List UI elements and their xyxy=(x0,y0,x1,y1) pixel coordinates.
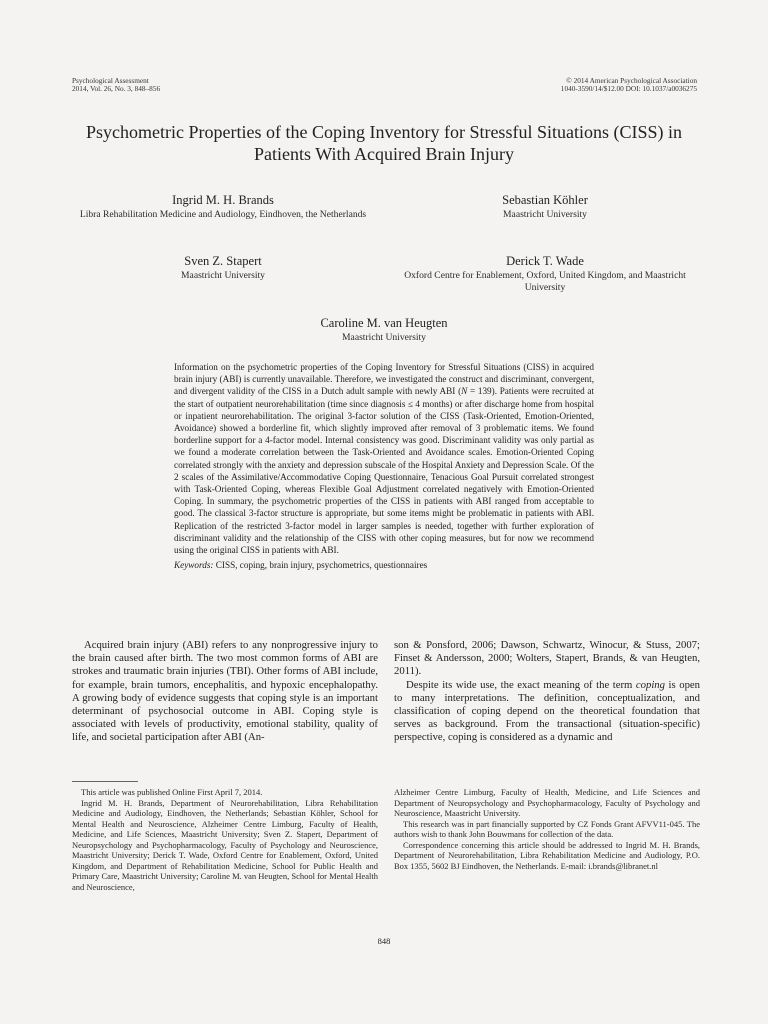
journal-name: Psychological Assessment xyxy=(72,76,149,85)
doi-line: 1040-3590/14/$12.00 DOI: 10.1037/a0036275 xyxy=(560,84,697,94)
author-name: Sven Z. Stapert xyxy=(184,254,262,268)
keywords-label: Keywords: xyxy=(174,560,214,570)
author-block xyxy=(394,254,696,293)
body-column-right xyxy=(394,639,700,745)
author-name: Caroline M. van Heugten xyxy=(320,316,448,330)
article-title: Psychometric Properties of the Coping Inventory for Stressful Situations (CISS) in Patients With Acquired Brain Injury xyxy=(86,122,682,164)
emphasis-text: coping xyxy=(635,678,665,691)
author-affiliation: Maastricht University xyxy=(342,332,426,343)
body-text: Despite its wide use, the exact meaning of the term xyxy=(406,678,636,691)
author-name: Derick T. Wade xyxy=(506,254,584,268)
copyright-info xyxy=(437,77,697,93)
author-block xyxy=(72,193,374,221)
footnote: Correspondence concerning this article should be addressed to Ingrid M. H. Brands, Department of Neurorehabilitation, Libra Rehabilitation Medicine and Audiology, P.O. Box 1355, 5602 BJ Eindhoven, the Netherlands. E-mail: i.brands@libranet.nl xyxy=(394,839,700,871)
author-affiliation: Libra Rehabilitation Medicine and Audiology, Eindhoven, the Netherlands xyxy=(79,209,367,220)
body-paragraph: son & Ponsford, 2006; Dawson, Schwartz, Winocur, & Stuss, 2007; Finset & Andersson, 2000; Wolters, Stapert, Brands, & van Heugten, 2011). xyxy=(394,639,700,678)
author-block xyxy=(72,254,374,282)
body-paragraph xyxy=(394,679,700,745)
sample-size-symbol: N xyxy=(461,386,468,397)
footnote-rule xyxy=(72,781,138,782)
author-affiliation: Oxford Centre for Enablement, Oxford, United Kingdom, and Maastricht University xyxy=(404,270,686,293)
journal-info xyxy=(72,77,272,93)
author-affiliation: Maastricht University xyxy=(181,270,265,281)
abstract xyxy=(174,361,594,556)
author-name: Ingrid M. H. Brands xyxy=(172,193,274,207)
body-text: is open to many interpretations. The definition, conceptualization, and classification of coping depend on the theoretical foundation that serves as background. From the transactional (situation-specific) perspective, coping is considered as a dynamic and xyxy=(394,678,701,744)
abstract-text: = 139). Patients were recruited at the start of outpatient neurorehabilitation (time since diagnosis ≤ 4 months) or after discharge home from hospital or inpatient neurorehabilitation. The original 3-factor solution of the CISS (Task-Oriented, Emotion-Oriented, Avoidance) showed a borderline fit, which slightly improved after removal of 3 problematic items. We found borderline support for a 4-factor model. Internal consistency was good. Discriminant validity was only partial as we found a moderate correlation between the Task-Oriented and Avoidance scales. Emotion-Oriented Coping correlated strongly with the anxiety and depression subscale of the Hospital Anxiety and Depression Scale. Of the 2 scales of the Assimilative/Accommodative Coping Questionnaire, Tenacious Goal Pursuit correlated strongest with Task-Oriented Coping, whereas Flexible Goal Adjustment correlated negatively with Emotion-Oriented Coping. In summary, the psychometric properties of the CISS in patients with ABI ranged from acceptable to good. The classical 3-factor structure is appropriate, but some items might be problematic in patients with ABI. Replication of the restricted 3-factor model in larger samples is needed, together with further exploration of discriminant validity and the relationship of the CISS with other coping measures, but for now we recommend using the original CISS in patients with ABI. xyxy=(174,386,594,556)
footnote-continued: Alzheimer Centre Limburg, Faculty of Health, Medicine, and Life Sciences and Department of Neuropsychology and Psychopharmacology, Faculty of Psychology and Neuroscience, Maastricht University. xyxy=(394,787,700,818)
body-paragraph: Acquired brain injury (ABI) refers to any nonprogressive injury to the brain caused after birth. The two most common forms of ABI are strokes and traumatic brain injuries (TBI). Other forms of ABI include, for example, brain tumors, encephalitis, and hypoxic encephalopathy. A growing body of evidence suggests that coping style is an important determinant of psychosocial outcome in ABI. Coping style is associated with levels of productivity, emotional stability, quality of life, and societal participation after ABI (An- xyxy=(72,639,378,744)
page-number: 848 xyxy=(377,936,391,946)
footnotes-left xyxy=(72,787,378,892)
author-name: Sebastian Köhler xyxy=(502,193,588,207)
abstract-text: Information on the psychometric properties of the Coping Inventory for Stressful Situations (CISS) in acquired brain injury (ABI) is currently unavailable. Therefore, we investigated the construct and discriminant, convergent, and divergent validity of the CISS in a Dutch adult sample with newly ABI ( xyxy=(174,362,594,397)
footnote: This article was published Online First April 7, 2014. xyxy=(81,787,263,797)
footnote: Ingrid M. H. Brands, Department of Neurorehabilitation, Libra Rehabilitation Medicine and Audiology, Eindhoven, the Netherlands; Sebastian Köhler, School for Mental Health and Neuroscience, Alzheimer Centre Limburg, Faculty of Health, Medicine, and Life Sciences, Maastricht University; Sven Z. Stapert, Department of Neuropsychology and Psychopharmacology, Faculty of Psychology and Neuroscience, Maastricht University; Derick T. Wade, Oxford Centre for Enablement, Oxford, United Kingdom, and Department of Rehabilitation Medicine, School for Public Health and Primary Care, Maastricht University; Caroline M. van Heugten, School for Mental Health and Neuroscience, xyxy=(72,797,378,892)
author-block xyxy=(234,316,534,344)
body-column-left xyxy=(72,639,378,745)
footnotes-right xyxy=(394,787,700,871)
author-block xyxy=(394,193,696,221)
author-affiliation: Maastricht University xyxy=(503,209,587,220)
keywords xyxy=(174,559,594,571)
footnote: This research was in part financially supported by CZ Fonds Grant AFVV11-045. The authors wish to thank John Bouwmans for collection of the data. xyxy=(394,818,700,839)
keywords-text: CISS, coping, brain injury, psychometrics, questionnaires xyxy=(213,560,428,570)
journal-volume: 2014, Vol. 26, No. 3, 848–856 xyxy=(72,84,161,94)
copyright-line: © 2014 American Psychological Association xyxy=(566,76,697,85)
